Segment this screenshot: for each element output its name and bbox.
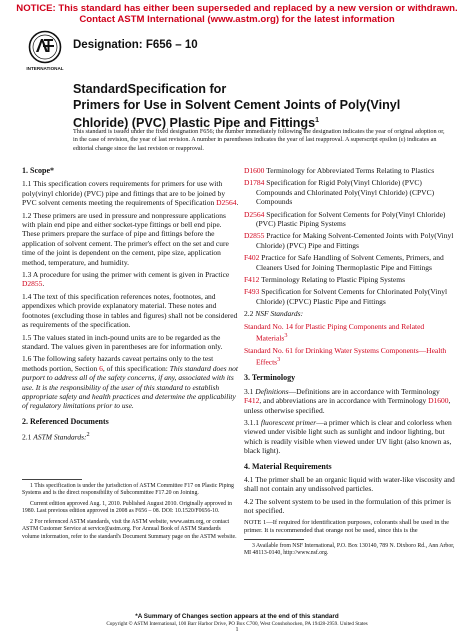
- section-3-heading: 3. Terminology: [244, 373, 296, 383]
- para-3-1-num: 3.1: [244, 386, 256, 396]
- reference-title: Specification for Solvent Cements for Poly(Vinyl Chloride) (PVC) Plastic Piping Systems: [256, 209, 446, 229]
- ref-link-f412[interactable]: F412: [244, 396, 260, 406]
- reference-code-link[interactable]: F493: [244, 287, 260, 297]
- nsf-standards-label: NSF Standards:: [255, 309, 304, 319]
- ref-link-d1600[interactable]: D1600: [428, 396, 449, 406]
- document-title: [73, 82, 453, 132]
- para-2-2-num: 2.2: [244, 309, 256, 319]
- para-3-1-end: , unless otherwise specified.: [244, 396, 451, 415]
- reference-item: [244, 178, 456, 206]
- para-1-2: 1.2 These primers are used in pressure and nonpressure applications with plain end pipe and either socket-type fittings or bell end pipe. These primers prepare the surface of pipe and fittings before the application of solvent cement. The primer's effect on the set and cure time of the joint is dependent on the cement, pipe size, application method, temperature, and humidity.: [22, 210, 229, 267]
- title-line-2: Primers for Use in Solvent Cement Joints of Poly(Vinyl: [73, 97, 401, 112]
- footnote-divider-right: [244, 539, 304, 540]
- right-column: [244, 166, 456, 561]
- para-3-1-1-text: —a primer which is clear and colorless when viewed under visible light such as sunlight and indoor lighting, but which is readily visible when viewed under UV light (also known as, black light).: [244, 417, 452, 456]
- footnote-divider: [22, 479, 82, 480]
- footnote-marker-2: 2: [86, 431, 90, 439]
- ref-link-d2855[interactable]: D2855: [22, 279, 43, 289]
- title-line-1: StandardSpecification for: [73, 82, 227, 96]
- para-3-1-text: —Definitions are in accordance with Terminology: [288, 386, 440, 396]
- page-number: 1: [235, 627, 239, 633]
- column-spacer: [22, 445, 239, 475]
- nsf-standard-61-text[interactable]: Standard No. 61 for Drinking Water Systems Components—Health Effects: [244, 346, 447, 367]
- para-1-1-text: 1.1 This specification covers requirements for primers for use with poly(vinyl chloride) (PVC) pipe and fittings that are to be joined by PVC solvent cements meeting the requirements of Specification: [22, 179, 226, 208]
- para-2-2: [244, 309, 456, 318]
- astm-standards-label: ASTM Standards:: [33, 432, 87, 442]
- para-2-1: [22, 430, 239, 442]
- footnote-1: 1 This specification is under the jurisdiction of ASTM Committee F17 on Plastic Piping Systems and is the direct responsibility of Subcommittee F17.20 on Joining.: [22, 483, 234, 497]
- reference-title: Terminology for Abbreviated Terms Relating to Plastics: [264, 166, 435, 175]
- para-1-3-end: .: [42, 279, 45, 289]
- section-4-heading: 4. Material Requirements: [244, 461, 332, 471]
- reference-code-link[interactable]: F412: [244, 275, 260, 285]
- para-1-6: [22, 354, 239, 410]
- section-2-heading: 2. Referenced Documents: [22, 416, 109, 426]
- astm-reference-list: [244, 166, 456, 306]
- nsf-standard-61[interactable]: [244, 346, 456, 367]
- para-1-3-text: 1.3 A procedure for using the primer with cement is given in Practice: [22, 270, 230, 280]
- summary-of-changes-note: *A Summary of Changes section appears at the end of this standard: [135, 613, 339, 620]
- reference-code-link[interactable]: D1600: [244, 166, 265, 175]
- note-1: NOTE 1—If required for identification purposes, colorants shall be used in the primer. It is recommended that orange not be used, since this is the: [244, 518, 450, 534]
- reference-title: Practice for Making Solvent-Cemented Joints with Poly(Vinyl Chloride) (PVC) Pipe and Fittings: [256, 231, 454, 250]
- supersession-notice: [0, 3, 474, 25]
- reference-code-link[interactable]: D2855: [244, 231, 265, 241]
- para-1-4: 1.4 The text of this specification references notes, footnotes, and appendixes which provide explanatory material. These notes and footnotes (excluding those in tables and figures) shall not be considered as requirements of the specification.: [22, 291, 238, 330]
- reference-title: Specification for Rigid Poly(Vinyl Chloride) (PVC) Compounds and Chlorinated Poly(Vinyl Chloride) (CPVC) Compounds: [256, 178, 435, 207]
- section-1-heading: 1. Scope*: [22, 166, 54, 175]
- issuance-statement: This standard is issued under the fixed designation F656; the number immediately following the designation indicates the year of original adoption or, in the case of revision, the year of last revision. A number in parentheses indicates the year of last reapproval. A superscript epsilon (ε) indicates an editorial change since the last revision or reapproval.: [73, 128, 445, 152]
- para-1-3: [22, 270, 239, 289]
- section-6-link[interactable]: 6: [99, 363, 103, 373]
- left-column: [22, 166, 239, 544]
- reference-title: Terminology Relating to Plastic Piping Systems: [259, 275, 406, 285]
- para-4-2: 4.2 The solvent system to be used in the formulation of this primer is not specified.: [244, 496, 451, 516]
- nsf-standard-14[interactable]: [244, 322, 456, 343]
- footnote-1-edition: Current edition approved Aug. 1, 2010. Published August 2010. Originally approved in 1980. Last previous edition approved in 2008 as F656 – 08. DOI: 10.1520/F0656-10.: [22, 500, 233, 515]
- ref-link-d2564[interactable]: D2564: [216, 198, 237, 208]
- reference-code-link[interactable]: F402: [244, 253, 260, 263]
- title-footnote-marker: 1: [315, 117, 320, 124]
- reference-item: [244, 275, 456, 284]
- para-3-1: [244, 387, 456, 415]
- reference-title: Specification for Solvent Cements for Chlorinated Poly(Vinyl Chloride) (CPVC) Plastic Pipe and Fittings: [256, 287, 448, 306]
- nsf-standard-14-text[interactable]: Standard No. 14 for Plastic Piping Components and Related Materials: [244, 321, 425, 343]
- para-2-1-num: 2.1: [22, 432, 34, 442]
- copyright-line: Copyright © ASTM International, 100 Barr Harbor Drive, PO Box C700, West Conshohocken, PA 19428-2959. United States: [106, 621, 368, 627]
- footnote-2: 2 For referenced ASTM standards, visit the ASTM website, www.astm.org, or contact ASTM Customer Service at service@astm.org. For Annual Book of ASTM Standards volume information, refer to the standard's Document Summary page on the ASTM website.: [22, 518, 237, 540]
- para-1-1: [22, 179, 239, 207]
- notice-line-2: Contact ASTM International (www.astm.org) for the latest information: [79, 14, 395, 25]
- footnote-marker-3b: 3: [277, 356, 281, 364]
- footnote-3: 3 Available from NSF International, P.O. Box 130140, 789 N. Dixboro Rd., Ann Arbor, MI 48113-0140, http://www.nsf.org.: [244, 543, 455, 557]
- para-1-1-end: .: [236, 198, 239, 208]
- reference-item: [244, 287, 456, 306]
- reference-code-link[interactable]: D2564: [244, 209, 265, 219]
- title-line-3-text: Chloride) (PVC) Plastic Pipe and Fittings: [73, 116, 316, 131]
- astm-logo: [28, 30, 62, 82]
- para-3-1-1-num: 3.1.1: [244, 417, 261, 427]
- para-3-1-1: [244, 418, 456, 456]
- reference-title: Practice for Safe Handling of Solvent Cements, Primers, and Cleaners Used for Joining Thermoplastic Pipe and Fittings: [256, 253, 444, 272]
- para-4-1: 4.1 The primer shall be an organic liquid with water-like viscosity and shall not contain any undissolved particles.: [244, 474, 455, 494]
- safety-caveat: This standard does not purport to address all of the safety concerns, if any, associated with its use. It is the responsibility of the user of this standard to establish appropriate safety and health practices and determine the applicability of regulatory limitations prior to use.: [22, 363, 238, 411]
- para-1-6-mid: , of this specification:: [102, 363, 170, 373]
- notice-line-1: NOTICE: This standard has either been superseded and replaced by a new version or withdrawn.: [16, 3, 458, 14]
- designation: Designation: F656 – 10: [73, 39, 198, 51]
- reference-item: [244, 253, 456, 272]
- reference-item: [244, 231, 456, 250]
- definitions-label: Definitions: [255, 386, 289, 396]
- para-1-5: 1.5 The values stated in inch-pound units are to be regarded as the standard. The values given in parentheses are for information only.: [22, 332, 223, 351]
- fluorescent-primer-term: fluorescent primer: [260, 417, 317, 427]
- logo-caption: INTERNATIONAL: [26, 66, 64, 71]
- reference-item: [244, 166, 456, 175]
- para-1-6-text: 1.6 The following safety hazards caveat pertains only to the test methods portion, Section: [22, 354, 214, 373]
- reference-item: [244, 210, 456, 229]
- reference-code-link[interactable]: D1784: [244, 178, 265, 188]
- footnote-marker-3a: 3: [284, 332, 288, 340]
- para-3-1-mid: , and abbreviations are in accordance with Terminology: [259, 396, 429, 406]
- astm-logo-icon: [28, 30, 62, 82]
